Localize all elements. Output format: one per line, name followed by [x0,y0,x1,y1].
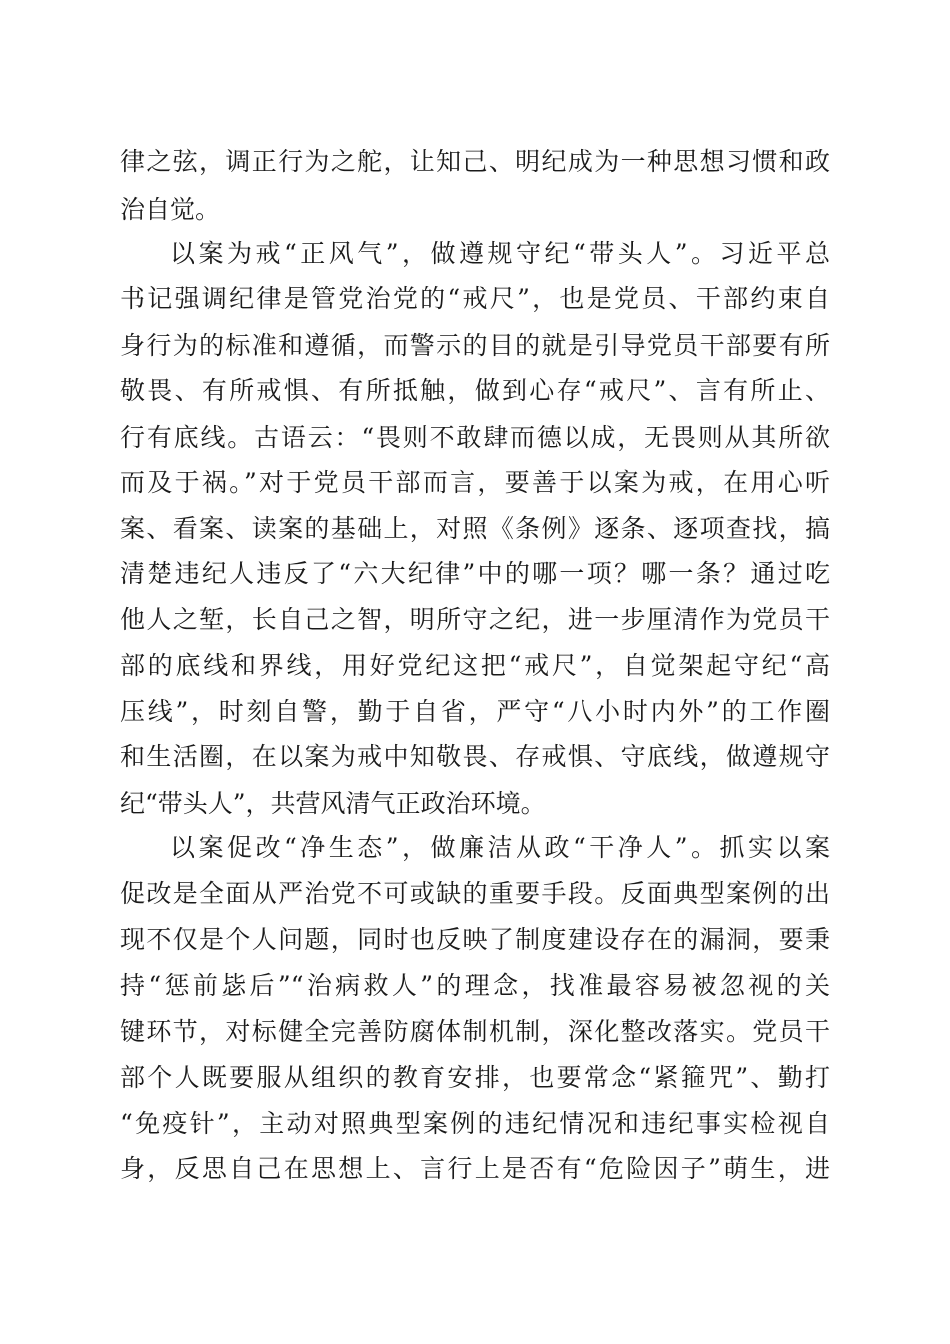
text-line: 律之弦，调正行为之舵，让知己、明纪成为一种思想习惯和政 [120,147,830,176]
text-line: 案、看案、读案的基础上，对照《条例》逐条、逐项查找，搞 [120,514,830,543]
text-line: 促改是全面从严治党不可或缺的重要手段。反面典型案例的出 [120,879,830,908]
text-line: 和生活圈，在以案为戒中知敬畏、存戒惧、守底线，做遵规守 [120,742,830,771]
paragraph-heading-line: 以案促改“净生态”，做廉洁从政“干净人”。抓实以案 [170,833,830,862]
paragraph-heading-line: 以案为戒“正风气”，做遵规守纪“带头人”。习近平总 [170,239,830,268]
text-line: 身行为的标准和遵循，而警示的目的就是引导党员干部要有所 [120,331,830,360]
text-line: 现不仅是个人问题，同时也反映了制度建设存在的漏洞，要秉 [120,925,830,954]
text-line: 行有底线。古语云：“畏则不敢肆而德以成，无畏则从其所欲 [120,423,830,452]
text-line: 部的底线和界线，用好党纪这把“戒尺”，自觉架起守纪“高 [120,651,830,680]
text-line: 压线”，时刻自警，勤于自省，严守“八小时内外”的工作圈 [120,697,830,726]
text-line: “免疫针”，主动对照典型案例的违纪情况和违纪事实检视自 [120,1109,830,1138]
text-line: 部个人既要服从组织的教育安排，也要常念“紧箍咒”、勤打 [120,1063,830,1092]
text-line: 持“惩前毖后”“治病救人”的理念，找准最容易被忽视的关 [120,971,830,1000]
text-line: 治自觉。 [120,195,221,224]
text-line: 敬畏、有所戒惧、有所抵触，做到心存“戒尺”、言有所止、 [120,376,830,405]
text-line: 书记强调纪律是管党治党的“戒尺”，也是党员、干部约束自 [120,284,830,313]
text-line: 纪“带头人”，共营风清气正政治环境。 [120,789,546,818]
text-line: 而及于祸。”对于党员干部而言，要善于以案为戒，在用心听 [120,468,830,497]
text-line: 身，反思自己在思想上、言行上是否有“危险因子”萌生，进 [120,1154,830,1183]
text-line: 清楚违纪人违反了“六大纪律”中的哪一项？哪一条？通过吃 [120,559,830,588]
text-line: 键环节，对标健全完善防腐体制机制，深化整改落实。党员干 [120,1017,830,1046]
text-line: 他人之堑，长自己之智，明所守之纪，进一步厘清作为党员干 [120,605,830,634]
